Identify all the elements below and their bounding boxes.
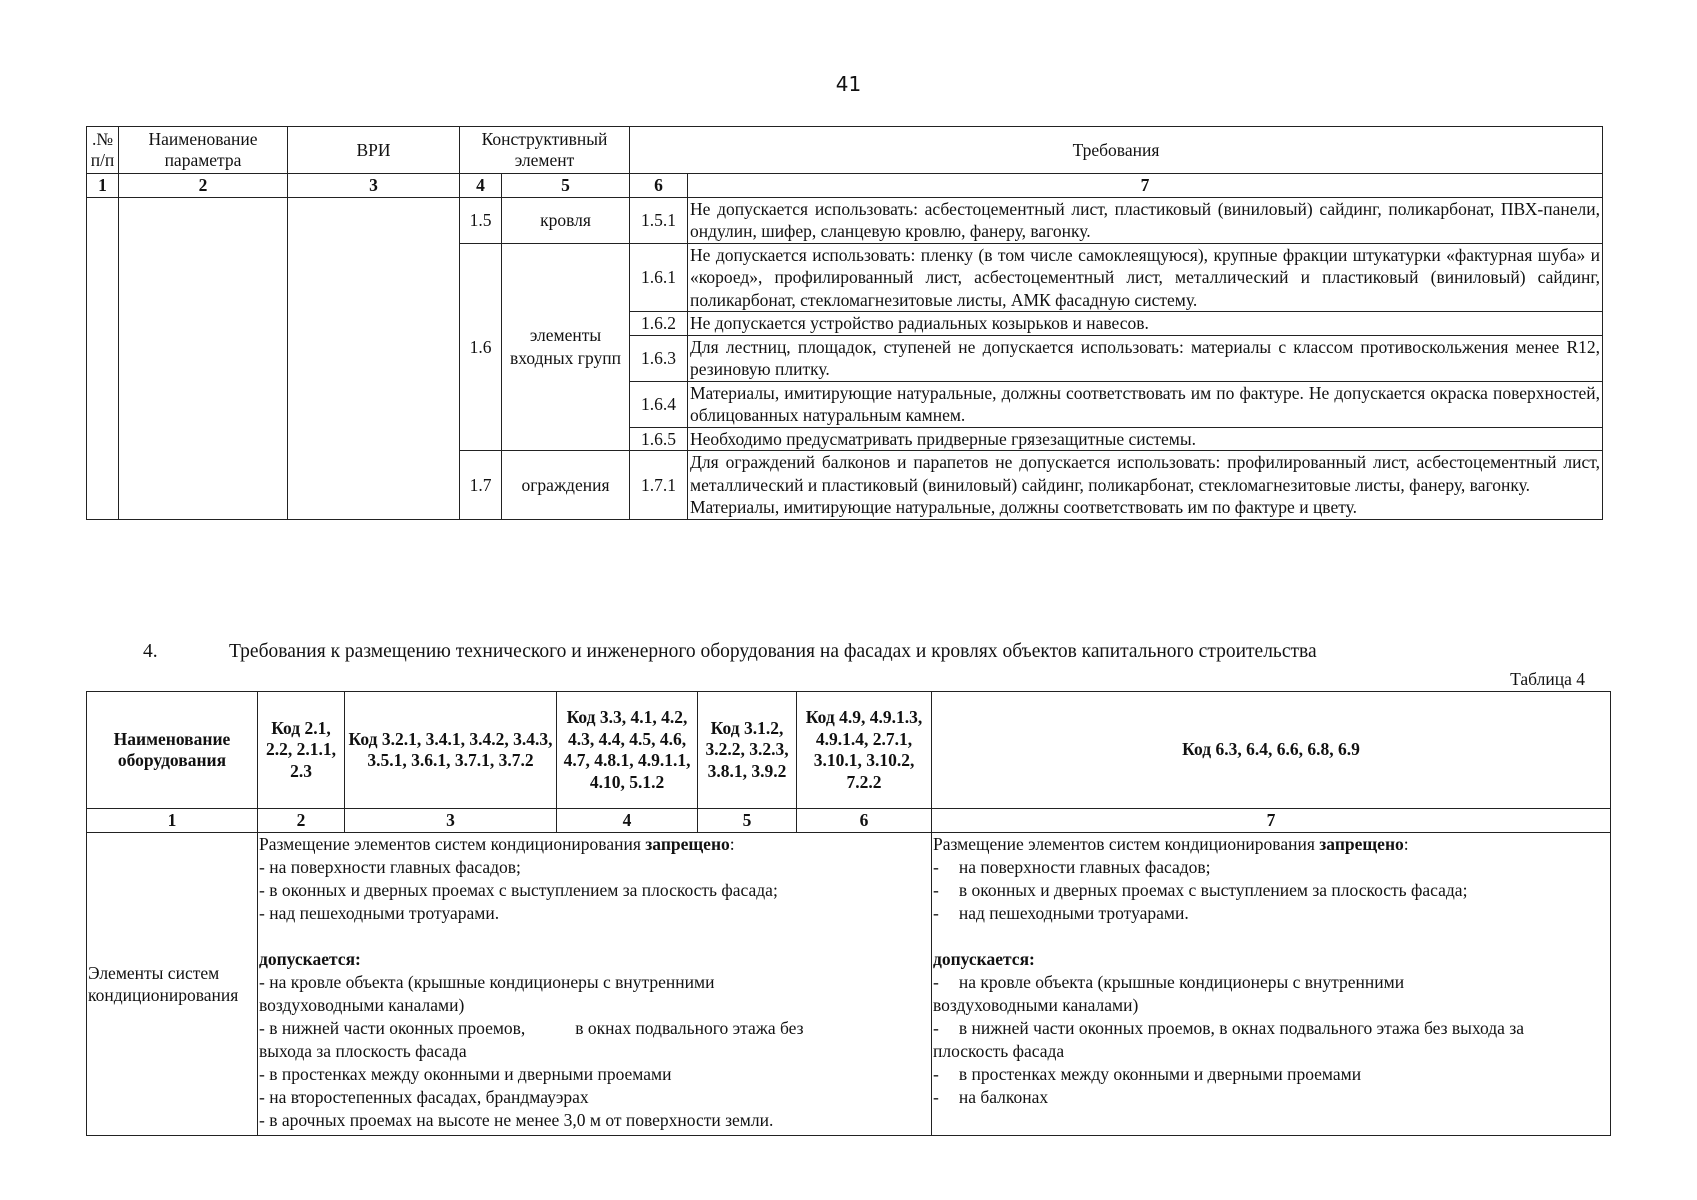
rule-line: - в оконных и дверных проемах с выступлением за плоскость фасада;	[259, 880, 778, 900]
rule-line: воздуховодными каналами)	[933, 995, 1139, 1015]
rule-line: - на кровле объекта (крышные кондиционеры с внутренними	[259, 972, 715, 992]
rule-intro: Размещение элементов систем кондиционирования запрещено:	[259, 834, 735, 854]
rule-line: - на поверхности главных фасадов;	[933, 857, 1211, 877]
header-element: Конструктивный элемент	[460, 127, 630, 174]
col-num: 3	[345, 809, 557, 833]
element-code: 1.5	[460, 197, 502, 243]
item-text-part: Материалы, имитирующие натуральные, должны соответствовать им по фактуре и цвету.	[690, 497, 1358, 517]
empty-cell	[288, 197, 460, 519]
item-text: Необходимо предусматривать придверные грязезащитные системы.	[688, 427, 1603, 451]
rule-line: - на второстепенных фасадах, брандмауэрах	[259, 1087, 589, 1107]
header-equipment: Наименование оборудования	[87, 692, 258, 809]
rule-line: плоскость фасада	[933, 1041, 1065, 1061]
header-requirements: Требования	[630, 127, 1603, 174]
left-rules	[258, 833, 932, 1136]
empty-cell	[119, 197, 288, 519]
rule-line: выхода за плоскость фасада	[259, 1041, 467, 1061]
col-num: 2	[258, 809, 345, 833]
spacer	[259, 925, 930, 948]
page-number: 41	[835, 72, 862, 96]
col-num: 7	[932, 809, 1611, 833]
item-text: Не допускается устройство радиальных козырьков и навесов.	[688, 312, 1603, 336]
element-name: элементы входных групп	[502, 243, 630, 451]
section-number: 4.	[143, 641, 158, 662]
item-code: 1.5.1	[630, 197, 688, 243]
allowed-heading: допускается:	[259, 949, 361, 969]
item-text: Материалы, имитирующие натуральные, должны соответствовать им по фактуре. Не допускается окраска поверхностей, облицованных натуральным камнем.	[688, 381, 1603, 427]
element-code: 1.7	[460, 451, 502, 520]
table-label: Таблица 4	[1510, 669, 1585, 689]
right-rules	[932, 833, 1611, 1136]
item-text: Не допускается использовать: асбестоцементный лист, пластиковый (виниловый) сайдинг, поликарбонат, ПВХ-панели, ондулин, шифер, сланцевую кровлю, фанеру, вагонку.	[688, 197, 1603, 243]
element-name: ограждения	[502, 451, 630, 520]
col-num: 6	[630, 174, 688, 198]
requirements-table	[86, 126, 1603, 520]
header-name: Наименование параметра	[119, 127, 288, 174]
item-code: 1.6.3	[630, 335, 688, 381]
equipment-table	[86, 691, 1611, 1136]
allowed-heading: допускается:	[933, 949, 1035, 969]
rule-line: - в оконных и дверных проемах с выступлением за плоскость фасада;	[933, 880, 1468, 900]
header-num: .№ п/п	[87, 127, 119, 174]
item-text-part: Для ограждений балконов и парапетов не допускается использовать: профилированный лист, асбестоцементный лист, металлический и пластиковый (виниловый) сайдинг, поликарбонат, стекломагнезитовые листы, фанеру, вагонку.	[690, 452, 1600, 495]
rule-intro: Размещение элементов систем кондиционирования запрещено:	[933, 834, 1409, 854]
item-text: Для лестниц, площадок, ступеней не допускается использовать: материалы с классом противоскольжения менее R12, резиновую плитку.	[688, 335, 1603, 381]
col-num: 6	[797, 809, 932, 833]
item-text	[688, 451, 1603, 520]
rule-line: воздуховодными каналами)	[259, 995, 465, 1015]
rule-line: - в нижней части оконных проемов, в окнах подвального этажа без выхода за	[933, 1018, 1524, 1038]
col-num: 4	[557, 809, 698, 833]
col-num: 2	[119, 174, 288, 198]
item-code: 1.7.1	[630, 451, 688, 520]
col-num: 1	[87, 809, 258, 833]
rule-line: - над пешеходными тротуарами.	[933, 903, 1189, 923]
col-num: 5	[698, 809, 797, 833]
rule-line: - на кровле объекта (крышные кондиционеры с внутренними	[933, 972, 1405, 992]
col-num: 5	[502, 174, 630, 198]
header-code: Код 2.1, 2.2, 2.1.1, 2.3	[258, 692, 345, 809]
rule-line: - на поверхности главных фасадов;	[259, 857, 521, 877]
header-code: Код 3.2.1, 3.4.1, 3.4.2, 3.4.3, 3.5.1, 3.6.1, 3.7.1, 3.7.2	[345, 692, 557, 809]
section-title: Требования к размещению технического и инженерного оборудования на фасадах и кровлях объектов капитального строительства	[229, 641, 1317, 662]
item-code: 1.6.2	[630, 312, 688, 336]
col-num: 3	[288, 174, 460, 198]
rule-line: - в нижней части оконных проемов, в окнах подвального этажа без	[259, 1018, 804, 1038]
col-num: 4	[460, 174, 502, 198]
col-num: 1	[87, 174, 119, 198]
item-code: 1.6.4	[630, 381, 688, 427]
header-vri: ВРИ	[288, 127, 460, 174]
header-code: Код 3.1.2, 3.2.2, 3.2.3, 3.8.1, 3.9.2	[698, 692, 797, 809]
item-text: Не допускается использовать: пленку (в том числе самоклеящуюся), крупные фракции штукатурки «фактурная шуба» и «короед», профилированный лист, асбестоцементный лист, металлический и пластиковый (виниловый) сайдинг, поликарбонат, стекломагнезитовые листы, АМК фасадную систему.	[688, 243, 1603, 312]
rule-line: - в простенках между оконными и дверными проемами	[259, 1064, 672, 1084]
rule-line: - в простенках между оконными и дверными проемами	[933, 1064, 1362, 1084]
item-code: 1.6.5	[630, 427, 688, 451]
rule-line: - над пешеходными тротуарами.	[259, 903, 500, 923]
spacer	[933, 925, 1609, 948]
rule-line: - на балконах	[933, 1087, 1049, 1107]
element-name: кровля	[502, 197, 630, 243]
empty-cell	[87, 197, 119, 519]
col-num: 7	[688, 174, 1603, 198]
rule-line: - в арочных проемах на высоте не менее 3,0 м от поверхности земли.	[259, 1110, 774, 1130]
header-code: Код 6.3, 6.4, 6.6, 6.8, 6.9	[932, 692, 1611, 809]
item-code: 1.6.1	[630, 243, 688, 312]
header-code: Код 4.9, 4.9.1.3, 4.9.1.4, 2.7.1, 3.10.1, 3.10.2, 7.2.2	[797, 692, 932, 809]
element-code: 1.6	[460, 243, 502, 451]
equipment-name: Элементы систем кондиционирования	[87, 833, 258, 1136]
header-code: Код 3.3, 4.1, 4.2, 4.3, 4.4, 4.5, 4.6, 4.7, 4.8.1, 4.9.1.1, 4.10, 5.1.2	[557, 692, 698, 809]
